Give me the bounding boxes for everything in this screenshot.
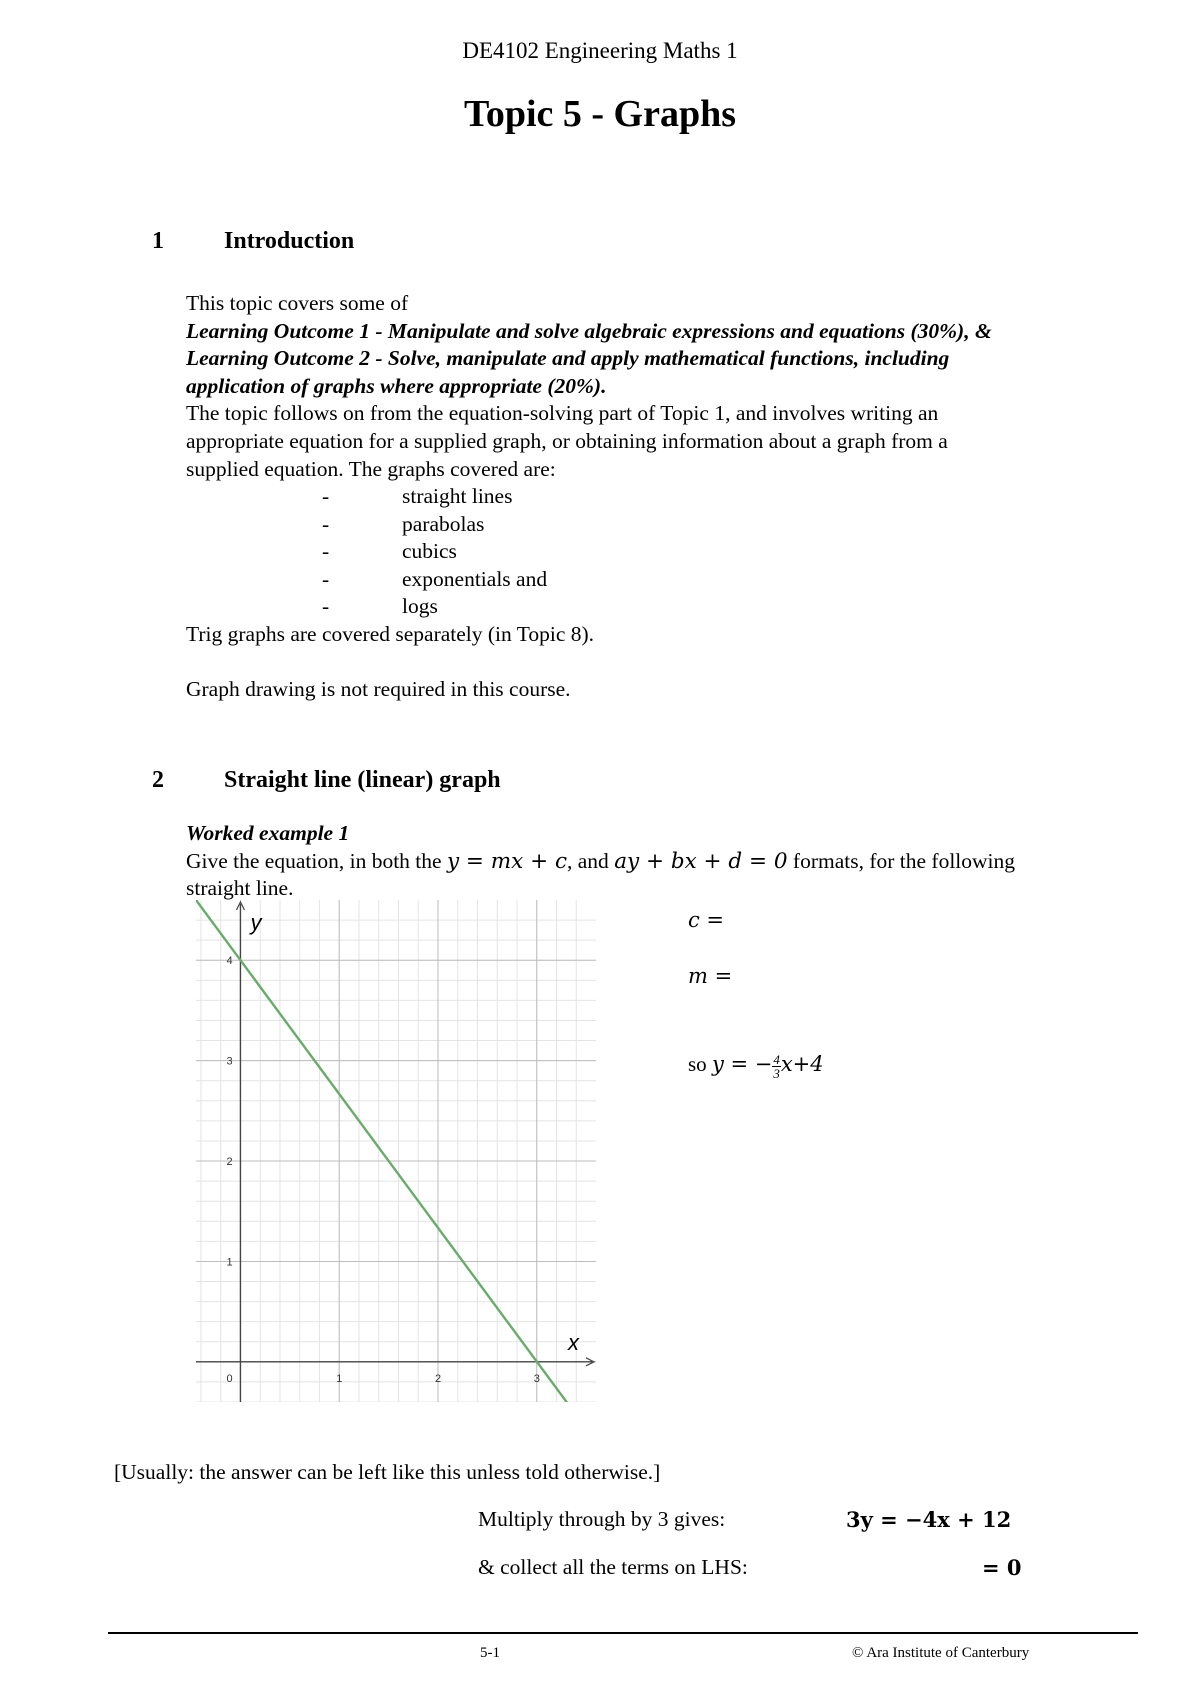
graph-types-list <box>322 483 547 621</box>
learning-outcome-2b: application of graphs where appropriate (20%). <box>186 373 607 398</box>
list-item: - exponentials and <box>322 566 547 594</box>
list-dash: - <box>322 594 330 619</box>
y-tick-label: 3 <box>226 1055 233 1068</box>
y-axis-label: y <box>250 910 262 935</box>
section-1-body <box>186 290 1126 483</box>
section-2-number: 2 <box>152 767 164 793</box>
m-label: m = <box>688 964 733 988</box>
section-1-title: Introduction <box>224 228 355 254</box>
trig-note: Trig graphs are covered separately (in Topic 8). <box>186 622 595 646</box>
list-dash: - <box>322 539 330 564</box>
paragraph-line-3: supplied equation. The graphs covered are: <box>186 456 556 481</box>
drawing-note: Graph drawing is not required in this course. <box>186 677 571 701</box>
list-item: - straight lines <box>322 483 547 511</box>
result-fraction: $\frac{4}{3}$ <box>773 1051 780 1081</box>
y-tick-label: 4 <box>226 955 233 968</box>
paragraph-line-2: appropriate equation for a supplied graph, or obtaining information about a graph from a <box>186 428 948 453</box>
section-2-title: Straight line (linear) graph <box>224 767 501 793</box>
straight-line-graph <box>196 900 596 1402</box>
list-item: - cubics <box>322 538 547 566</box>
y-tick-label: 1 <box>226 1256 233 1269</box>
x-tick-label: 0 <box>226 1372 233 1385</box>
list-dash: - <box>322 484 330 508</box>
intro-line: This topic covers some of <box>186 291 409 315</box>
page-title: Topic 5 - Graphs <box>463 93 737 135</box>
question-line-2: straight line. <box>186 876 294 901</box>
x-tick-label: 3 <box>533 1372 540 1385</box>
document-header: DE4102 Engineering Maths 1 <box>462 38 738 63</box>
list-dash: - <box>322 566 330 591</box>
step-1-equation: 3y = −4x + 12 <box>846 1507 1012 1532</box>
usual-note: [Usually: the answer can be left like this unless told otherwise.] <box>114 1460 661 1484</box>
x-tick-label: 1 <box>336 1372 343 1385</box>
step-2-equation: = 0 <box>982 1555 1022 1580</box>
x-tick-label: 2 <box>434 1372 442 1385</box>
copyright: © Ara Institute of Canterbury <box>852 1645 1030 1661</box>
result-equation: so y = − $\frac{4}{3}$ x+4 <box>688 1051 824 1081</box>
page-number: 5-1 <box>480 1645 500 1661</box>
x-axis-label: x <box>568 1329 579 1355</box>
paragraph-line-1: The topic follows on from the equation-solving part of Topic 1, and involves writing an <box>186 401 939 426</box>
learning-outcome-1: Learning Outcome 1 - Manipulate and solve algebraic expressions and equations (30%), & <box>186 318 992 343</box>
result-so: so <box>688 1052 712 1076</box>
step-2-label: & collect all the terms on LHS: <box>478 1555 748 1579</box>
footer-divider <box>108 1632 1138 1634</box>
list-item: - parabolas <box>322 511 547 539</box>
step-1-label: Multiply through by 3 gives: <box>478 1507 726 1531</box>
section-1-number: 1 <box>152 228 164 254</box>
worked-example <box>186 820 1146 903</box>
list-dash: - <box>322 511 330 536</box>
question-line-1: Give the equation, in both the y = mx + c, and ay + bx + d = 0 formats, for the following <box>186 848 1016 874</box>
worked-example-title: Worked example 1 <box>186 821 350 845</box>
y-tick-label: 2 <box>226 1156 233 1169</box>
list-item: - logs <box>322 593 547 621</box>
series-line <box>196 900 576 1402</box>
c-label: c = <box>688 908 725 932</box>
learning-outcome-2a: Learning Outcome 2 - Solve, manipulate and apply mathematical functions, including <box>186 346 950 371</box>
